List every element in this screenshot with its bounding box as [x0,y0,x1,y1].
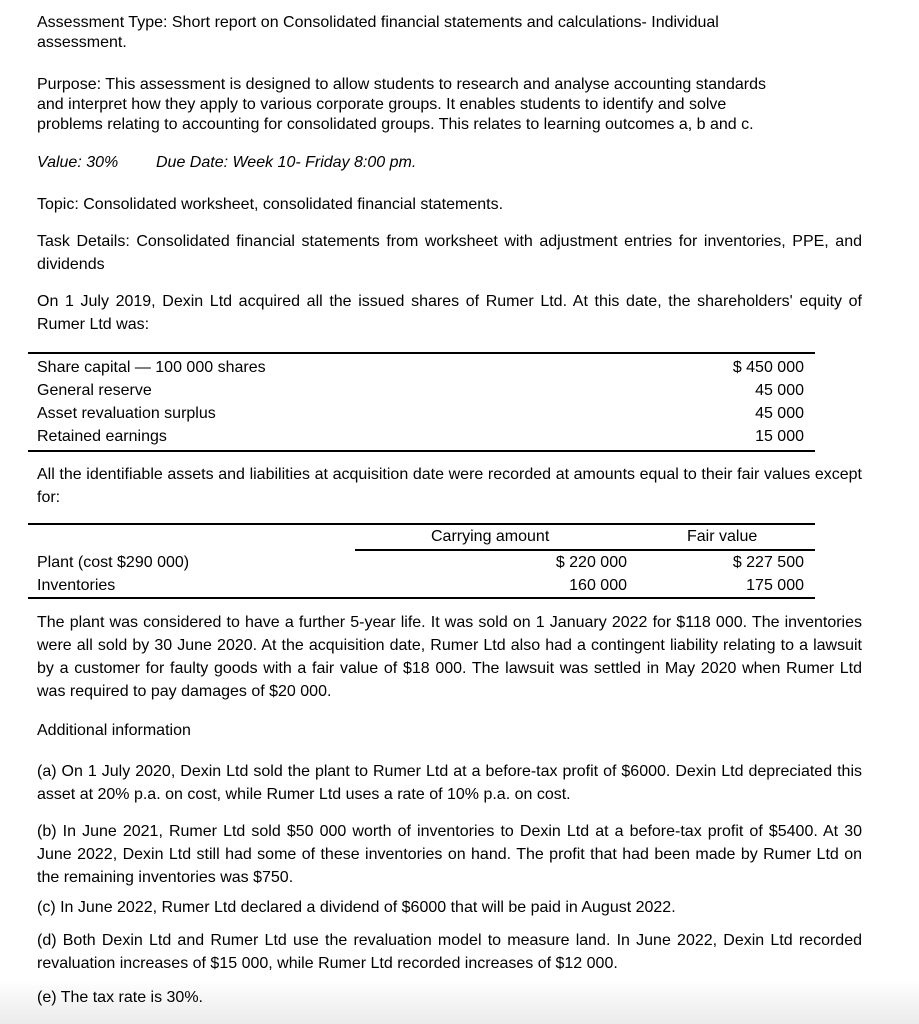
task-details: Task Details: Consolidated financial statements from worksheet with adjustment entries for inventories, PPE, and dividends [37,233,862,273]
row-amount: 45 000 [755,382,804,399]
additional-item-b: (b) In June 2021, Rumer Ltd sold $50 000 worth of inventories to Dexin Ltd at a before-tax profit of $5400. At 30 June 2022, Dexin Ltd still had some of these inventories on hand. The profit that had been made by Rumer Ltd on the remaining inventories was $750. [37,823,862,886]
row-amount: 45 000 [755,405,804,422]
row-carrying-amount: $ 220 000 [555,554,627,571]
fair-value-table [28,523,815,599]
row-label: Share capital — 100 000 shares [37,359,266,376]
row-label: Asset revaluation surplus [37,405,216,422]
table-row [28,402,815,425]
row-amount: $ 450 000 [732,359,804,376]
row-fair-value: 175 000 [746,577,804,594]
row-fair-value: $ 227 500 [732,554,804,571]
table-row [28,551,815,574]
assessment-value: Value: 30% [37,154,119,171]
plant-paragraph: The plant was considered to have a further 5-year life. It was sold on 1 January 2022 for $118 000. The inventories were all sold by 30 June 2020. At the acquisition date, Rumer Ltd also had a contingent liability relating to a lawsuit by a customer for faulty goods with a fair value of $18 000. The lawsuit was settled in May 2020 when Rumer Ltd was required to pay damages of $20 000. [37,614,862,700]
row-label: Inventories [37,577,116,594]
additional-item-e: (e) The tax rate is 30%. [37,989,203,1006]
table-row [28,425,815,448]
topic: Topic: Consolidated worksheet, consolidated financial statements. [37,196,504,213]
additional-item-d: (d) Both Dexin Ltd and Rumer Ltd use the revaluation model to measure land. In June 2022, Dexin Ltd recorded revaluation increases of $15 000, while Rumer Ltd recorded increases of $12 000. [37,932,862,972]
row-label: General reserve [37,382,152,399]
additional-item-c: (c) In June 2022, Rumer Ltd declared a dividend of $6000 that will be paid in August 2022. [37,899,676,916]
purpose-line1: Purpose: This assessment is designed to allow students to research and analyse accounting standards [37,76,767,93]
table-row [28,379,815,402]
purpose-line3: problems relating to accounting for consolidated groups. This relates to learning outcomes a, b and c. [37,116,754,133]
row-amount: 15 000 [755,428,804,445]
due-date: Due Date: Week 10- Friday 8:00 pm. [156,154,417,171]
assessment-type-line1: Assessment Type: Short report on Consolidated financial statements and calculations- Individual [37,14,719,31]
equity-table [28,352,815,452]
additional-info-heading: Additional information [37,722,191,739]
additional-item-a: (a) On 1 July 2020, Dexin Ltd sold the plant to Rumer Ltd at a before-tax profit of $6000. Dexin Ltd depreciated this asset at 20% p.a. on cost, while Rumer Ltd uses a rate of 10% p.a. on cost. [37,763,862,803]
header-fair-value: Fair value [687,528,758,545]
assessment-type-line2: assessment. [37,34,127,51]
scenario-intro: On 1 July 2019, Dexin Ltd acquired all the issued shares of Rumer Ltd. At this date, the shareholders' equity of Rumer Ltd was: [37,293,862,333]
table-row [28,574,815,597]
header-carrying-amount: Carrying amount [431,528,550,545]
purpose-line2: and interpret how they apply to various corporate groups. It enables students to identify and solve [37,96,727,113]
row-carrying-amount: 160 000 [569,577,627,594]
table-header [28,525,815,549]
row-label: Plant (cost $290 000) [37,554,190,571]
row-label: Retained earnings [37,428,167,445]
fair-value-intro: All the identifiable assets and liabilities at acquisition date were recorded at amounts equal to their fair values except for: [37,466,862,506]
table-row [28,356,815,379]
